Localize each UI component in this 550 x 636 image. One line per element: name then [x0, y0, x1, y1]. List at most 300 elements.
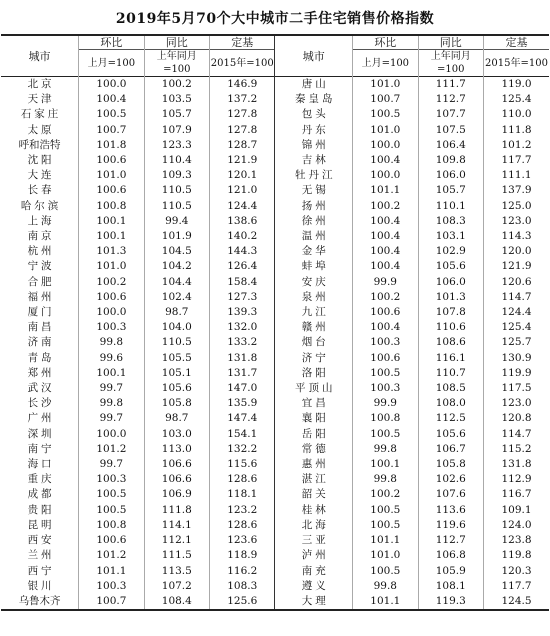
right-city-cell: 襄阳 [275, 411, 353, 426]
left-mom-cell: 101.2 [79, 442, 144, 457]
right-mom-cell: 101.0 [353, 77, 418, 93]
left-yoy-cell: 104.5 [144, 244, 209, 259]
left-city-cell: 福州 [27, 290, 55, 303]
table-row [1, 305, 549, 320]
left-yoy-cell: 108.4 [144, 594, 209, 610]
right-base-cell: 117.7 [483, 153, 549, 168]
right-yoy-cell: 107.5 [418, 123, 483, 138]
mom-subheader-left: 上月=100 [79, 50, 144, 77]
left-city-cell: 银川 [27, 579, 55, 592]
right-mom-cell: 100.0 [353, 138, 418, 153]
right-city-cell: 遵义 [275, 579, 353, 594]
right-city-cell: 南充 [275, 564, 353, 579]
left-mom-cell: 100.0 [79, 427, 144, 442]
price-index-table [1, 34, 549, 611]
right-mom-cell: 100.4 [353, 244, 418, 259]
right-mom-cell: 101.0 [353, 548, 418, 563]
right-yoy-cell: 105.7 [418, 183, 483, 198]
right-city-cell: 丹东 [275, 123, 353, 138]
left-yoy-cell: 106.9 [144, 487, 209, 502]
base-subheader-left: 2015年=100 [210, 50, 275, 77]
left-yoy-cell: 103.0 [144, 427, 209, 442]
table-row [1, 123, 549, 138]
right-city-cell: 赣州 [275, 320, 353, 335]
right-mom-cell: 100.4 [353, 320, 418, 335]
right-yoy-cell: 108.5 [418, 381, 483, 396]
left-mom-cell: 100.6 [79, 183, 144, 198]
right-yoy-cell: 112.7 [418, 92, 483, 107]
base-subheader-right: 2015年=100 [483, 50, 549, 77]
left-city-cell: 长春 [27, 184, 55, 197]
right-yoy-cell: 102.6 [418, 472, 483, 487]
left-mom-cell: 101.0 [79, 168, 144, 183]
right-city-cell: 九江 [275, 305, 353, 320]
right-mom-cell: 101.1 [353, 183, 418, 198]
page-title: 2019年5月70个大中城市二手住宅销售价格指数 [115, 11, 435, 27]
left-city-cell: 上海 [27, 214, 55, 227]
left-mom-cell: 100.8 [79, 518, 144, 533]
left-base-cell: 147.4 [210, 411, 275, 426]
left-mom-cell: 100.0 [79, 77, 144, 93]
left-yoy-cell: 105.6 [144, 381, 209, 396]
left-city-cell: 青岛 [27, 351, 55, 364]
city-header-left: 城市 [28, 49, 51, 63]
table-row [1, 259, 549, 274]
right-city-cell: 泉州 [275, 290, 353, 305]
right-mom-cell: 100.7 [353, 92, 418, 107]
right-mom-cell: 99.9 [353, 396, 418, 411]
left-yoy-cell: 102.4 [144, 290, 209, 305]
right-base-cell: 112.9 [483, 472, 549, 487]
left-base-cell: 120.1 [210, 168, 275, 183]
yoy-subheader-left: 上年同月=100 [144, 50, 209, 77]
right-base-cell: 125.4 [483, 320, 549, 335]
left-city-cell: 海口 [27, 458, 55, 471]
left-yoy-cell: 110.5 [144, 199, 209, 214]
left-yoy-cell: 110.5 [144, 335, 209, 350]
mom-header-left: 环比 [79, 35, 144, 50]
left-yoy-cell: 111.8 [144, 503, 209, 518]
left-yoy-cell: 105.7 [144, 107, 209, 122]
left-yoy-cell: 105.1 [144, 366, 209, 381]
left-base-cell: 132.2 [210, 442, 275, 457]
right-yoy-cell: 110.6 [418, 320, 483, 335]
right-mom-cell: 99.8 [353, 472, 418, 487]
left-city-cell: 宁波 [27, 260, 55, 273]
left-base-cell: 146.9 [210, 77, 275, 93]
right-yoy-cell: 112.5 [418, 411, 483, 426]
left-city-cell: 广州 [27, 412, 55, 425]
left-base-cell: 127.8 [210, 123, 275, 138]
right-yoy-cell: 116.1 [418, 351, 483, 366]
left-mom-cell: 100.6 [79, 533, 144, 548]
left-city-cell: 成都 [27, 488, 55, 501]
left-mom-cell: 99.6 [79, 351, 144, 366]
table-row [1, 366, 549, 381]
left-yoy-cell: 104.4 [144, 275, 209, 290]
right-base-cell: 117.7 [483, 579, 549, 594]
left-mom-cell: 100.6 [79, 153, 144, 168]
left-city-cell: 武汉 [27, 382, 55, 395]
left-city-cell: 太原 [27, 123, 55, 136]
left-mom-cell: 100.5 [79, 487, 144, 502]
right-city-cell: 惠州 [275, 457, 353, 472]
right-city-cell: 常德 [275, 442, 353, 457]
right-base-cell: 124.4 [483, 305, 549, 320]
left-yoy-cell: 107.9 [144, 123, 209, 138]
right-city-cell: 洛阳 [275, 366, 353, 381]
left-mom-cell: 101.0 [79, 259, 144, 274]
left-mom-cell: 101.1 [79, 564, 144, 579]
right-base-cell: 123.8 [483, 533, 549, 548]
right-city-cell: 金华 [275, 244, 353, 259]
right-yoy-cell: 108.1 [418, 579, 483, 594]
left-base-cell: 123.2 [210, 503, 275, 518]
left-yoy-cell: 98.7 [144, 305, 209, 320]
right-base-cell: 125.4 [483, 92, 549, 107]
left-base-cell: 126.4 [210, 259, 275, 274]
right-base-cell: 120.0 [483, 244, 549, 259]
left-base-cell: 118.9 [210, 548, 275, 563]
right-city-cell: 韶关 [275, 487, 353, 502]
left-mom-cell: 99.7 [79, 457, 144, 472]
right-city-cell: 蚌埠 [275, 259, 353, 274]
right-city-cell: 秦皇岛 [275, 92, 353, 107]
right-yoy-cell: 107.6 [418, 487, 483, 502]
table-row [1, 564, 549, 579]
left-mom-cell: 100.1 [79, 229, 144, 244]
left-mom-cell: 100.3 [79, 579, 144, 594]
right-mom-cell: 100.6 [353, 305, 418, 320]
left-base-cell: 140.2 [210, 229, 275, 244]
right-yoy-cell: 106.4 [418, 138, 483, 153]
left-base-cell: 144.3 [210, 244, 275, 259]
table-row [1, 290, 549, 305]
right-base-cell: 120.3 [483, 564, 549, 579]
left-mom-cell: 100.0 [79, 305, 144, 320]
right-city-cell: 北海 [275, 518, 353, 533]
left-yoy-cell: 111.5 [144, 548, 209, 563]
left-city-cell: 长沙 [27, 397, 55, 410]
left-base-cell: 139.3 [210, 305, 275, 320]
right-mom-cell: 100.1 [353, 457, 418, 472]
right-city-cell: 烟台 [275, 335, 353, 350]
left-mom-cell: 101.2 [79, 548, 144, 563]
right-city-cell: 宜昌 [275, 396, 353, 411]
table-row [1, 351, 549, 366]
left-base-cell: 128.6 [210, 518, 275, 533]
left-city-cell: 深圳 [27, 427, 55, 440]
left-yoy-cell: 106.6 [144, 457, 209, 472]
left-mom-cell: 101.8 [79, 138, 144, 153]
table-row [1, 107, 549, 122]
left-base-cell: 121.9 [210, 153, 275, 168]
left-base-cell: 138.6 [210, 214, 275, 229]
left-city-cell: 天津 [27, 93, 55, 106]
table-row [1, 335, 549, 350]
right-mom-cell: 100.0 [353, 168, 418, 183]
right-base-cell: 115.2 [483, 442, 549, 457]
right-base-cell: 114.7 [483, 290, 549, 305]
table-row [1, 244, 549, 259]
right-city-cell: 无锡 [275, 183, 353, 198]
table-row [1, 579, 549, 594]
left-base-cell: 133.2 [210, 335, 275, 350]
table-row [1, 77, 549, 93]
left-city-cell: 哈尔滨 [20, 199, 62, 212]
left-mom-cell: 100.2 [79, 275, 144, 290]
left-base-cell: 137.2 [210, 92, 275, 107]
right-city-cell: 济宁 [275, 351, 353, 366]
table-row [1, 275, 549, 290]
base-header-right: 定基 [483, 35, 549, 50]
city-header-right: 城市 [275, 35, 353, 77]
left-yoy-cell: 109.3 [144, 168, 209, 183]
left-city-cell: 沈阳 [27, 154, 55, 167]
left-mom-cell: 100.5 [79, 503, 144, 518]
left-mom-cell: 100.1 [79, 366, 144, 381]
left-city-cell: 贵阳 [27, 503, 55, 516]
right-city-cell: 扬州 [275, 199, 353, 214]
left-yoy-cell: 110.5 [144, 183, 209, 198]
right-yoy-cell: 102.9 [418, 244, 483, 259]
right-base-cell: 111.1 [483, 168, 549, 183]
right-city-cell: 泸州 [275, 548, 353, 563]
table-row [1, 138, 549, 153]
left-mom-cell: 100.1 [79, 214, 144, 229]
left-city-cell: 石家庄 [20, 108, 62, 121]
left-mom-cell: 100.4 [79, 92, 144, 107]
right-city-cell: 岳阳 [275, 427, 353, 442]
right-base-cell: 125.0 [483, 199, 549, 214]
table-row [1, 427, 549, 442]
right-city-cell: 桂林 [275, 503, 353, 518]
left-base-cell: 154.1 [210, 427, 275, 442]
right-yoy-cell: 112.7 [418, 533, 483, 548]
table-row [1, 199, 549, 214]
right-city-cell: 安庆 [275, 275, 353, 290]
left-base-cell: 127.3 [210, 290, 275, 305]
right-yoy-cell: 105.6 [418, 259, 483, 274]
right-mom-cell: 100.5 [353, 503, 418, 518]
right-mom-cell: 100.5 [353, 518, 418, 533]
left-city-cell: 厦门 [27, 306, 55, 319]
right-yoy-cell: 107.8 [418, 305, 483, 320]
right-mom-cell: 100.5 [353, 107, 418, 122]
right-base-cell: 120.6 [483, 275, 549, 290]
right-yoy-cell: 105.6 [418, 427, 483, 442]
yoy-header-left: 同比 [144, 35, 209, 50]
left-city-cell: 乌鲁木齐 [1, 594, 79, 610]
right-mom-cell: 100.4 [353, 214, 418, 229]
right-yoy-cell: 106.0 [418, 275, 483, 290]
right-yoy-cell: 108.3 [418, 214, 483, 229]
left-mom-cell: 101.3 [79, 244, 144, 259]
table-row [1, 487, 549, 502]
right-mom-cell: 100.3 [353, 335, 418, 350]
right-city-cell: 温州 [275, 229, 353, 244]
right-yoy-cell: 107.7 [418, 107, 483, 122]
left-base-cell: 135.9 [210, 396, 275, 411]
right-mom-cell: 99.8 [353, 579, 418, 594]
left-base-cell: 124.4 [210, 199, 275, 214]
right-yoy-cell: 111.7 [418, 77, 483, 93]
left-yoy-cell: 123.3 [144, 138, 209, 153]
right-city-cell: 大理 [275, 594, 353, 610]
table-row [1, 442, 549, 457]
right-base-cell: 101.2 [483, 138, 549, 153]
right-mom-cell: 101.1 [353, 594, 418, 610]
left-city-cell: 呼和浩特 [18, 138, 61, 151]
right-mom-cell: 100.4 [353, 259, 418, 274]
right-mom-cell: 100.8 [353, 411, 418, 426]
left-yoy-cell: 103.5 [144, 92, 209, 107]
right-base-cell: 120.8 [483, 411, 549, 426]
left-base-cell: 116.2 [210, 564, 275, 579]
left-city-cell: 大连 [27, 169, 55, 182]
table-row [1, 92, 549, 107]
left-mom-cell: 100.5 [79, 107, 144, 122]
yoy-header-right: 同比 [418, 35, 483, 50]
left-base-cell: 132.0 [210, 320, 275, 335]
left-base-cell: 123.6 [210, 533, 275, 548]
left-yoy-cell: 101.9 [144, 229, 209, 244]
right-city-cell: 三亚 [275, 533, 353, 548]
left-base-cell: 158.4 [210, 275, 275, 290]
right-base-cell: 109.1 [483, 503, 549, 518]
mom-header-right: 环比 [353, 35, 418, 50]
left-yoy-cell: 105.8 [144, 396, 209, 411]
left-yoy-cell: 113.5 [144, 564, 209, 579]
header-row [1, 35, 549, 50]
table-row [1, 594, 549, 610]
left-yoy-cell: 112.1 [144, 533, 209, 548]
left-city-cell: 西宁 [27, 564, 55, 577]
right-mom-cell: 100.4 [353, 229, 418, 244]
right-yoy-cell: 110.1 [418, 199, 483, 214]
right-base-cell: 119.8 [483, 548, 549, 563]
right-base-cell: 121.9 [483, 259, 549, 274]
left-yoy-cell: 105.5 [144, 351, 209, 366]
right-city-cell: 吉林 [275, 153, 353, 168]
right-base-cell: 124.5 [483, 594, 549, 610]
left-mom-cell: 100.3 [79, 472, 144, 487]
right-mom-cell: 100.2 [353, 290, 418, 305]
left-base-cell: 115.6 [210, 457, 275, 472]
left-yoy-cell: 106.6 [144, 472, 209, 487]
right-yoy-cell: 108.6 [418, 335, 483, 350]
right-base-cell: 119.0 [483, 77, 549, 93]
left-base-cell: 118.1 [210, 487, 275, 502]
left-base-cell: 127.8 [210, 107, 275, 122]
left-yoy-cell: 100.2 [144, 77, 209, 93]
right-base-cell: 124.0 [483, 518, 549, 533]
right-mom-cell: 100.5 [353, 427, 418, 442]
left-mom-cell: 100.6 [79, 290, 144, 305]
right-city-cell: 牡丹江 [275, 168, 353, 183]
left-base-cell: 131.7 [210, 366, 275, 381]
table-row [1, 183, 549, 198]
right-base-cell: 123.0 [483, 396, 549, 411]
right-yoy-cell: 101.3 [418, 290, 483, 305]
left-city-cell: 南宁 [27, 442, 55, 455]
left-city-cell: 重庆 [27, 473, 55, 486]
right-yoy-cell: 113.6 [418, 503, 483, 518]
right-mom-cell: 100.4 [353, 153, 418, 168]
right-mom-cell: 100.2 [353, 487, 418, 502]
right-mom-cell: 99.8 [353, 442, 418, 457]
left-mom-cell: 100.3 [79, 320, 144, 335]
right-mom-cell: 100.5 [353, 366, 418, 381]
left-city-cell: 昆明 [27, 518, 55, 531]
left-mom-cell: 100.7 [79, 594, 144, 610]
left-city-cell: 杭州 [27, 245, 55, 258]
table-row [1, 503, 549, 518]
right-city-cell: 锦州 [275, 138, 353, 153]
right-base-cell: 123.0 [483, 214, 549, 229]
right-yoy-cell: 119.3 [418, 594, 483, 610]
left-city-cell: 南京 [27, 230, 55, 243]
right-mom-cell: 100.6 [353, 351, 418, 366]
right-base-cell: 110.0 [483, 107, 549, 122]
yoy-subheader-right: 上年同月=100 [418, 50, 483, 77]
left-city-cell: 兰州 [27, 549, 55, 562]
table-row [1, 168, 549, 183]
left-mom-cell: 99.8 [79, 335, 144, 350]
left-city-cell: 北京 [27, 78, 55, 90]
left-mom-cell: 99.8 [79, 396, 144, 411]
right-mom-cell: 101.0 [353, 123, 418, 138]
left-yoy-cell: 99.4 [144, 214, 209, 229]
right-city-cell: 包头 [275, 107, 353, 122]
table-row [1, 214, 549, 229]
left-city-cell: 西安 [27, 534, 55, 547]
left-yoy-cell: 114.1 [144, 518, 209, 533]
right-mom-cell: 100.2 [353, 199, 418, 214]
left-base-cell: 147.0 [210, 381, 275, 396]
left-yoy-cell: 104.0 [144, 320, 209, 335]
right-base-cell: 137.9 [483, 183, 549, 198]
right-city-cell: 平顶山 [275, 381, 353, 396]
left-base-cell: 121.0 [210, 183, 275, 198]
table-row [1, 320, 549, 335]
right-yoy-cell: 106.8 [418, 548, 483, 563]
right-base-cell: 114.3 [483, 229, 549, 244]
table-row [1, 396, 549, 411]
left-city-cell: 郑州 [27, 366, 55, 379]
right-mom-cell: 100.3 [353, 381, 418, 396]
right-yoy-cell: 105.9 [418, 564, 483, 579]
right-base-cell: 111.8 [483, 123, 549, 138]
right-yoy-cell: 106.7 [418, 442, 483, 457]
right-yoy-cell: 106.0 [418, 168, 483, 183]
left-mom-cell: 99.7 [79, 381, 144, 396]
right-yoy-cell: 110.7 [418, 366, 483, 381]
right-base-cell: 117.5 [483, 381, 549, 396]
table-row [1, 381, 549, 396]
right-base-cell: 125.7 [483, 335, 549, 350]
table-row [1, 153, 549, 168]
table-row [1, 457, 549, 472]
right-city-cell: 唐山 [275, 77, 353, 93]
left-mom-cell: 100.7 [79, 123, 144, 138]
right-base-cell: 116.7 [483, 487, 549, 502]
mom-subheader-right: 上月=100 [353, 50, 418, 77]
right-mom-cell: 100.5 [353, 564, 418, 579]
right-mom-cell: 101.1 [353, 533, 418, 548]
left-base-cell: 131.8 [210, 351, 275, 366]
left-city-cell: 南昌 [27, 321, 55, 334]
